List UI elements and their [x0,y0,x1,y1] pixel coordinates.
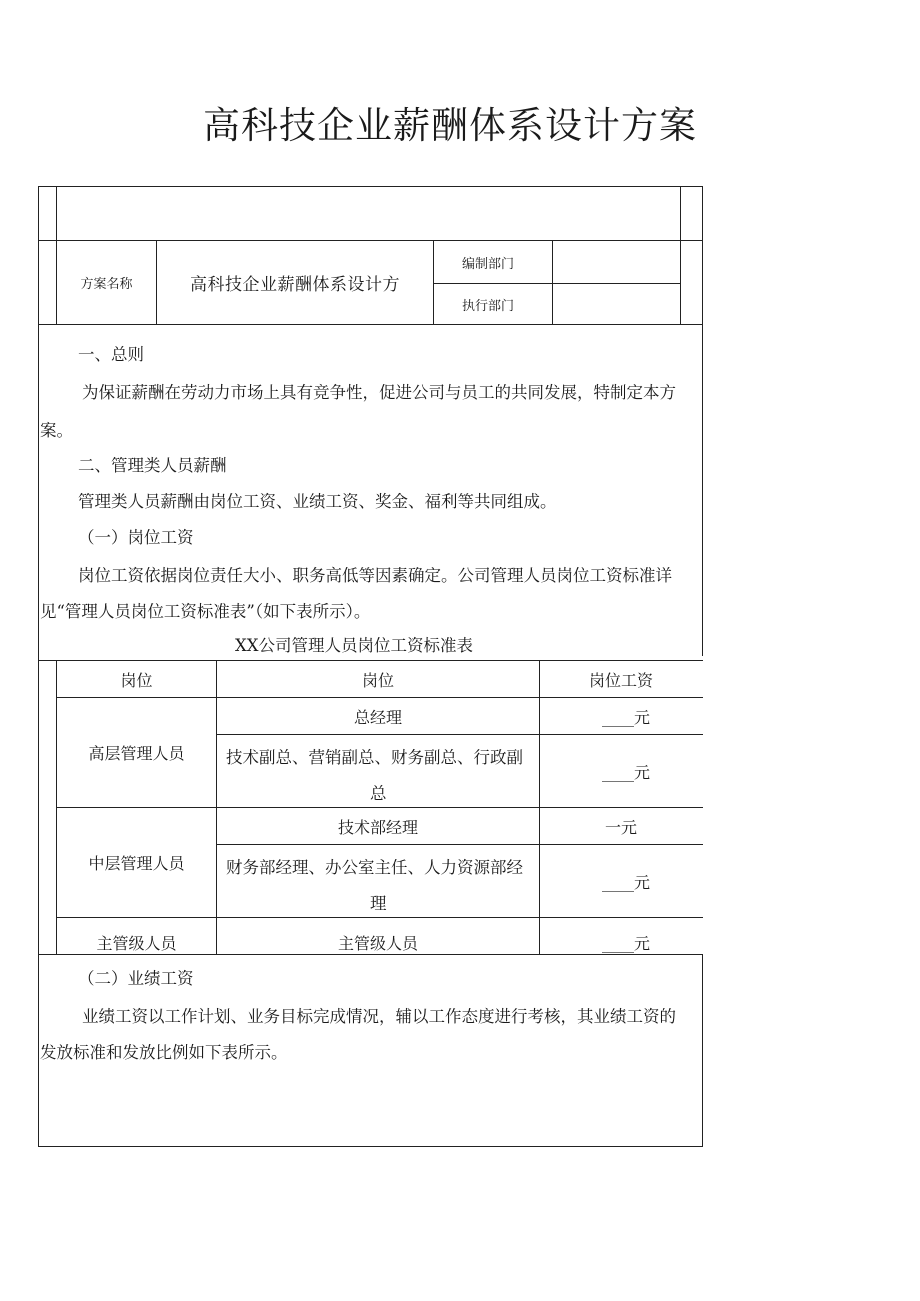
salary-header-level: 岗位 [120,670,153,690]
section-2-2-paragraph: 业绩工资以工作计划、业务目标完成情况，辅以工作态度进行考核，其业绩工资的 [82,1007,676,1026]
frame-left [38,186,39,1147]
position-general-manager: 总经理 [353,707,402,727]
salary-dept-managers: ____元 [601,872,650,892]
position-dept-managers: 财务部经理、办公室主任、人力资源部经 [226,858,523,877]
position-supervisor: 主管级人员 [337,934,418,953]
section-2-1-paragraph: 岗位工资依据岗位责任大小、职务高低等因素确定。公司管理人员岗位工资标准详 [78,566,672,585]
header-divider-2 [38,324,703,325]
salary-table-bottom [38,954,703,955]
level-senior: 高层管理人员 [88,744,185,763]
salary-tech-manager: 一元 [604,817,637,837]
plan-name-value: 高科技企业薪酬体系设计方 [190,275,400,295]
position-tech-manager: 技术部经理 [337,817,418,837]
position-vice-presidents-cont: 总 [370,784,387,803]
plan-name-label: 方案名称 [80,277,133,292]
frame-right [702,186,703,656]
section-2-heading: 二、管理类人员薪酬 [78,456,227,475]
level-middle: 中层管理人员 [88,854,185,873]
position-dept-managers-cont: 理 [370,894,387,913]
section-2-1-heading: （一）岗位工资 [78,528,194,547]
salary-general-manager: ____元 [601,707,650,727]
level-supervisor: 主管级人员 [96,934,177,953]
position-vice-presidents: 技术副总、营销副总、财务副总、行政副 [226,748,523,767]
salary-table-title: XX公司管理人员岗位工资标准表 [235,636,473,655]
compile-dept-value [553,241,680,283]
salary-header-position: 岗位 [361,670,394,690]
section-2-2-paragraph-cont: 发放标准和发放比例如下表所示。 [40,1043,288,1062]
section-1-paragraph-cont: 案。 [40,421,73,440]
document-title: 高科技企业薪酬体系设计方案 [203,104,697,147]
salary-header-salary: 岗位工资 [588,670,653,690]
frame-bottom [38,1146,703,1147]
compile-dept-label: 编制部门 [461,256,514,272]
frame-top [38,186,703,187]
section-2-1-paragraph-cont: 见“管理人员岗位工资标准表”（如下表所示）。 [40,602,371,621]
section-1-paragraph: 为保证薪酬在劳动力市场上具有竞争性，促进公司与员工的共同发展，特制定本方 [82,383,676,402]
exec-dept-label: 执行部门 [461,298,514,314]
frame-right-lower [702,954,703,1147]
section-2-2-heading: （二）业绩工资 [78,969,194,988]
exec-dept-value [553,284,680,324]
section-2-paragraph: 管理类人员薪酬由岗位工资、业绩工资、奖金、福利等共同组成。 [78,492,557,511]
inner-right-rule [680,186,681,325]
salary-supervisor: ____元 [601,934,650,953]
section-1-heading: 一、总则 [78,345,144,364]
salary-vice-presidents: ____元 [601,762,650,782]
